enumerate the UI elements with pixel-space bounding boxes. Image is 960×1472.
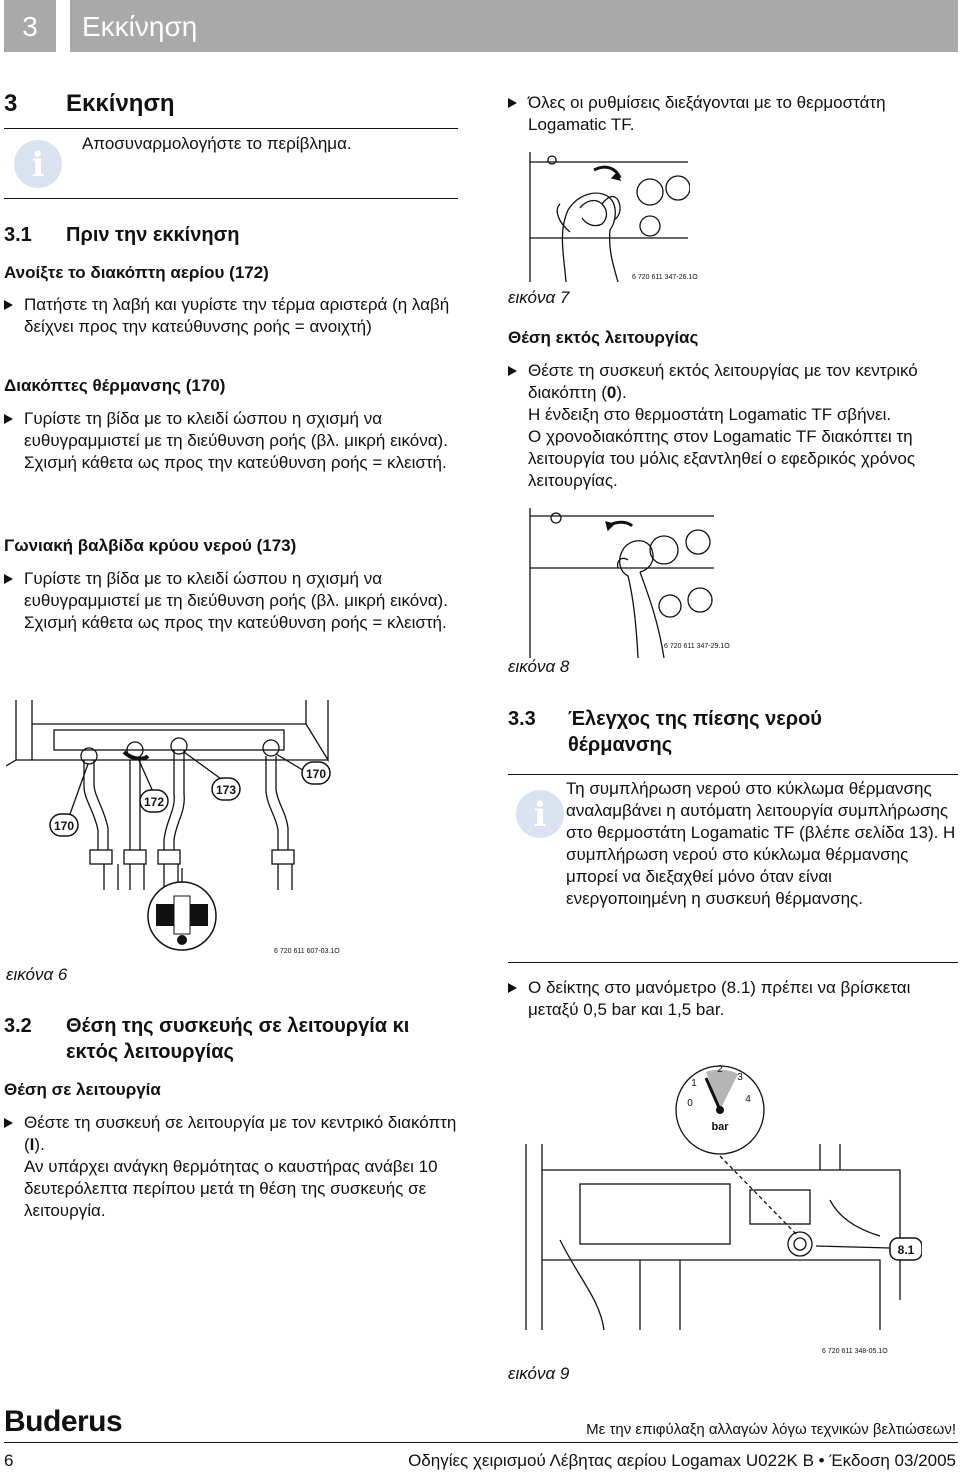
section-number: 3	[4, 90, 18, 117]
off-bullet-key: 0	[606, 383, 617, 402]
fig7-code: 6 720 611 347-26.1O	[632, 274, 698, 281]
brand-logo: Buderus	[4, 1405, 123, 1438]
s32-title-line2: εκτός λειτουργίας	[66, 1041, 234, 1063]
cold-bullet	[0, 568, 460, 634]
chapter-number: 3	[4, 0, 56, 52]
s33-title-line2: θέρμανσης	[568, 734, 673, 756]
figure-7-switch-off	[528, 152, 690, 282]
off-bullet-text-1	[528, 360, 958, 404]
footer-rule	[4, 1442, 958, 1443]
gauge-tick-0: 0	[687, 1098, 693, 1109]
figure-6-valves	[6, 700, 358, 962]
on-heading: Θέση σε λειτουργία	[4, 1080, 161, 1099]
fig6-label-173: 173	[215, 783, 237, 797]
footer-disclaimer: Με την επιφύλαξη αλλαγών λόγω τεχνικών βελτιώσεων!	[586, 1421, 956, 1438]
s33-info-rule-bottom	[508, 962, 958, 963]
fig6-caption: εικόνα 6	[6, 965, 68, 984]
gauge-tick-3: 3	[737, 1072, 743, 1083]
heat-bullet	[0, 408, 460, 474]
figure-8-switch	[528, 508, 716, 658]
info-rule	[4, 198, 458, 199]
on-bullet-text-2: Αν υπάρχει ανάγκη θερμότητας ο καυστήρας ανάβει 10 δευτερόλεπτα περίπου μετά τη θέση της συσκευής σε λειτουργία.	[24, 1157, 438, 1220]
fig9-code: 6 720 611 348-05.1O	[822, 1348, 888, 1355]
gauge-unit: bar	[711, 1121, 729, 1133]
off-bullet-text-2: Η ένδειξη στο θερμοστάτη Logamatic TF σβήνει.	[528, 405, 892, 424]
off-bullet-post: ).	[616, 383, 627, 402]
off-bullet-pre: Θέστε τη συσκευή εκτός λειτουργίας με τον κεντρικό διακόπτη (	[528, 361, 918, 402]
gauge-tick-2: 2	[717, 1064, 723, 1075]
heat-bullet-text-2: Σχισμή κάθετα ως προς την κατεύθυνση ροής = κλειστή.	[24, 453, 447, 472]
section-title: Εκκίνηση	[66, 90, 175, 117]
heat-bullet-text-1: Γυρίστε τη βίδα με το κλειδί ώσπου η σχισμή να ευθυγραμμιστεί με τη διεύθυνση ροής (βλ. μικρή εικόνα).	[24, 409, 448, 450]
s32-number: 3.2	[4, 1015, 32, 1037]
pressure-info-text: Τη συμπλήρωση νερού στο κύκλωμα θέρμανσης αναλαμβάνει η αυτόματη λειτουργία συμπλήρωσης στο θερμοστάτη Logamatic TF (βλέπε σελίδα 13). Η συμπλήρωση νερού στο κύκλωμα θέρμανσης μπορεί να διεξαχθεί μόνο όταν είναι ενεργοποιημένη η συσκευή θέρμανσης.	[566, 779, 956, 908]
fig6-label-170-left: 170	[53, 819, 75, 833]
heat-heading: Διακόπτες θέρμανσης (170)	[4, 376, 226, 395]
fig9-caption: εικόνα 9	[508, 1364, 570, 1383]
tf-bullet: Όλες οι ρυθμίσεις διεξάγονται με το θερμοστάτη Logamatic TF.	[504, 92, 958, 136]
chapter-title: Εκκίνηση	[70, 0, 958, 52]
cold-heading: Γωνιακή βαλβίδα κρύου νερού (173)	[4, 536, 297, 555]
gauge-tick-4: 4	[745, 1094, 751, 1105]
cold-bullet-text-1: Γυρίστε τη βίδα με το κλειδί ώσπου η σχισμή να ευθυγραμμιστεί με τη διεύθυνση ροής (βλ. μικρή εικόνα).	[24, 569, 448, 610]
on-bullet-pre: Θέστε τη συσκευή σε λειτουργία με τον κεντρικό διακόπτη (	[24, 1113, 457, 1154]
s33-title-line1: Έλεγχος της πίεσης νερού	[568, 708, 822, 730]
s33-number: 3.3	[508, 708, 536, 730]
on-bullet-post: ).	[34, 1135, 45, 1154]
info-icon-pressure: i	[516, 790, 564, 838]
fig8-caption: εικόνα 8	[508, 657, 570, 676]
fig9-label-8-1: 8.1	[897, 1243, 915, 1257]
info-icon: i	[14, 140, 62, 188]
info-note: Αποσυναρμολογήστε το περίβλημα.	[82, 134, 352, 153]
fig8-code: 6 720 611 347-29.1O	[664, 643, 730, 650]
off-heading: Θέση εκτός λειτουργίας	[508, 328, 699, 347]
page-number: 6	[4, 1451, 14, 1470]
gas-heading: Ανοίξτε το διακόπτη αερίου (172)	[4, 263, 269, 282]
fig7-caption: εικόνα 7	[508, 288, 570, 307]
subsection-title: Πριν την εκκίνηση	[66, 224, 240, 246]
cold-bullet-text-2: Σχισμή κάθετα ως προς την κατεύθυνση ροής = κλειστή.	[24, 613, 447, 632]
subsection-number: 3.1	[4, 224, 32, 246]
fig6-label-172: 172	[143, 795, 165, 809]
on-bullet-key: I	[29, 1135, 35, 1154]
off-bullet-text-3: Ο χρονοδιακόπτης στον Logamatic TF διακόπτει τη λειτουργία του μόλις εξαντληθεί ο εφεδρικός χρόνος λειτουργίας.	[528, 427, 916, 490]
on-bullet	[0, 1112, 460, 1222]
gauge-tick-1: 1	[691, 1078, 697, 1089]
document-title: Οδηγίες χειρισμού Λέβητας αερίου Logamax U022K B • Έκδοση 03/2005	[408, 1451, 956, 1470]
off-bullet	[504, 360, 958, 492]
fig6-code: 6 720 611 607-03.1O	[274, 948, 340, 955]
on-bullet-text-1	[24, 1112, 460, 1156]
s33-info-rule-top	[508, 774, 958, 775]
fig6-label-170-right: 170	[305, 767, 327, 781]
figure-9-manometer	[520, 1060, 922, 1344]
section-rule	[4, 128, 458, 129]
gas-bullet: Πατήστε τη λαβή και γυρίστε την τέρμα αριστερά (η λαβή δείχνει προς την κατεύθυνσης ροής = ανοιχτή)	[0, 294, 460, 338]
s32-title-line1: Θέση της συσκευής σε λειτουργία κι	[66, 1015, 410, 1037]
pressure-bullet: Ο δείκτης στο μανόμετρο (8.1) πρέπει να βρίσκεται μεταξύ 0,5 bar και 1,5 bar.	[504, 977, 958, 1021]
